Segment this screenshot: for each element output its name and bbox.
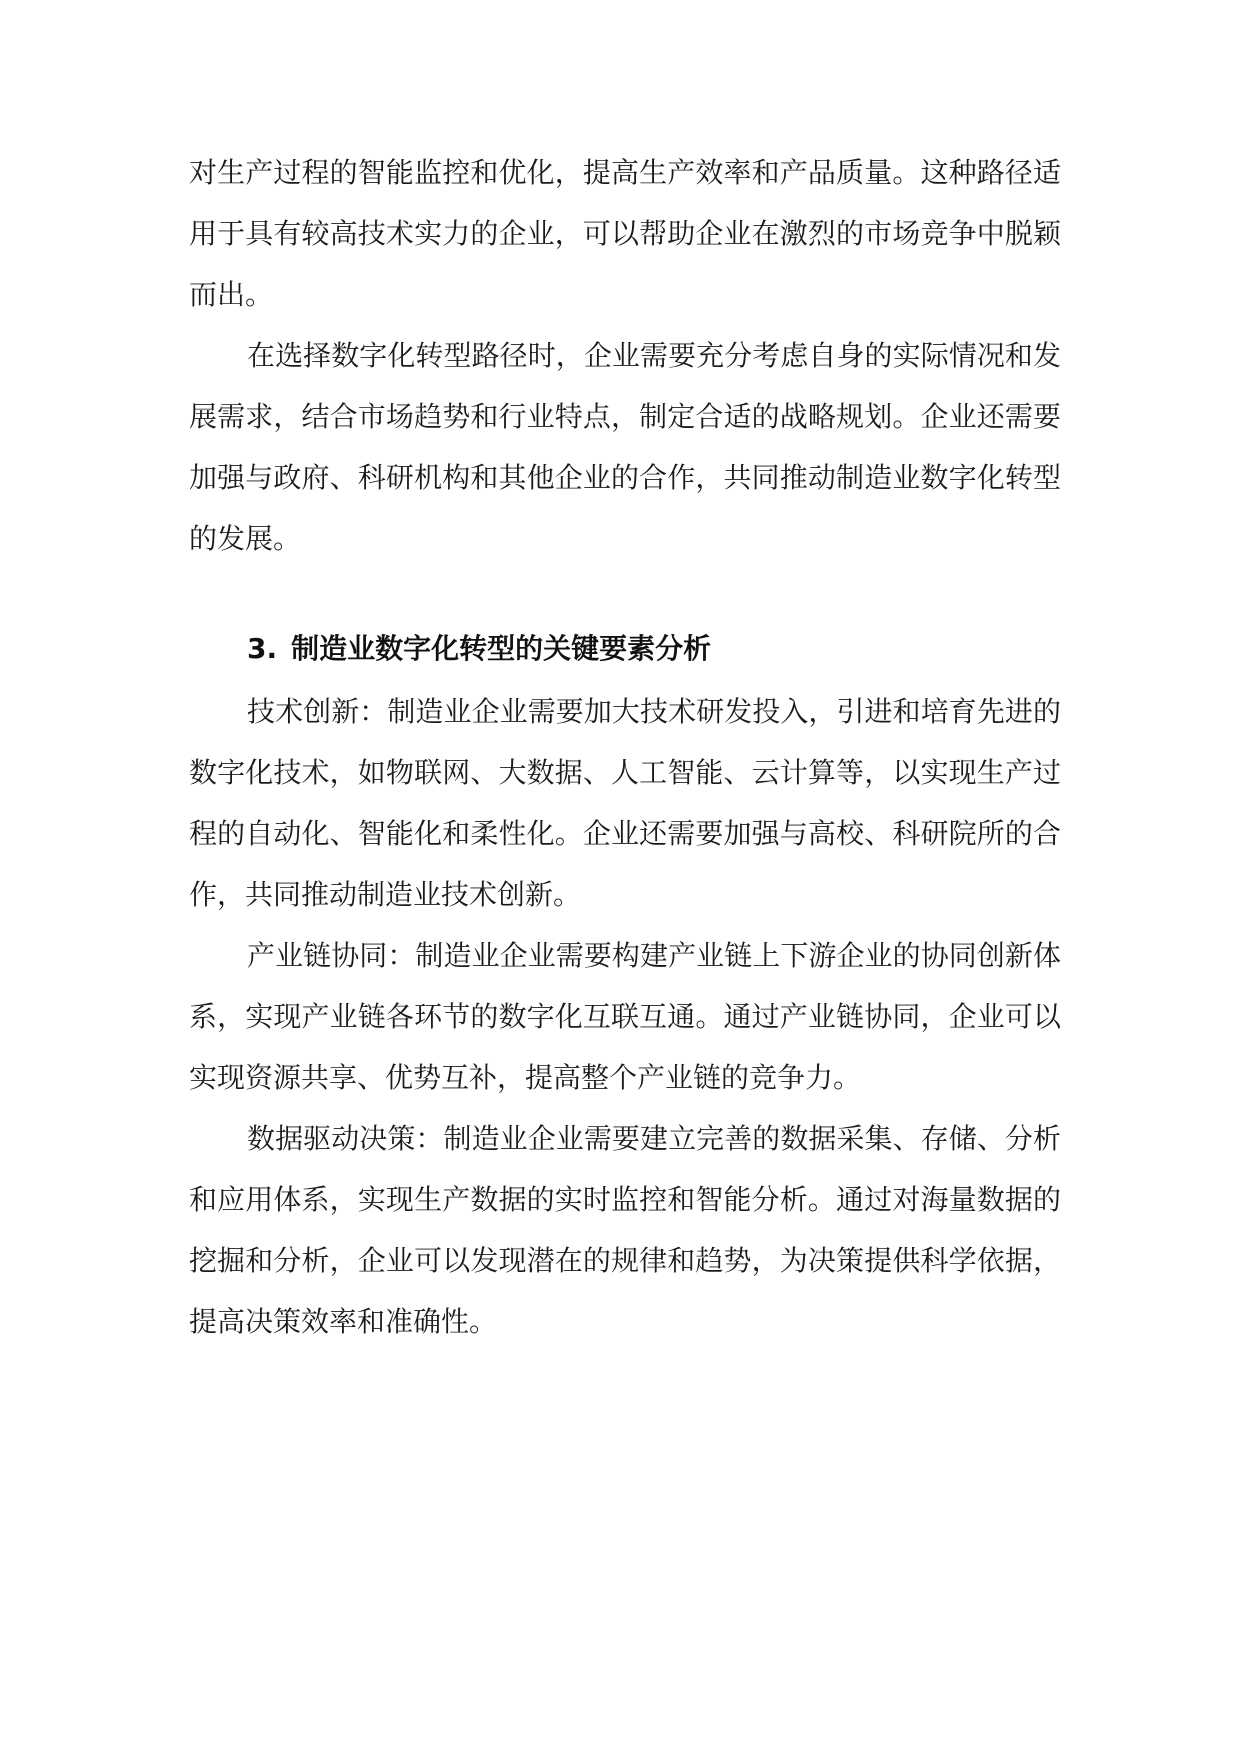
document-body — [189, 142, 1061, 1352]
paragraph-path-selection: 在选择数字化转型路径时，企业需要充分考虑自身的实际情况和发展需求，结合市场趋势和行业特点，制定合适的战略规划。企业还需要加强与政府、科研机构和其他企业的合作，共同推动制造业数字化转型的发展。 — [189, 339, 1061, 555]
section-heading — [189, 618, 1061, 679]
section-number: 3. — [247, 632, 278, 665]
section-title: 制造业数字化转型的关键要素分析 — [291, 632, 712, 665]
paragraph-data-driven: 数据驱动决策：制造业企业需要建立完善的数据采集、存储、分析和应用体系，实现生产数据的实时监控和智能分析。通过对海量数据的挖掘和分析，企业可以发现潜在的规律和趋势，为决策提供科学依据，提高决策效率和准确性。 — [189, 1122, 1061, 1338]
paragraph-industry-chain: 产业链协同：制造业企业需要构建产业链上下游企业的协同创新体系，实现产业链各环节的数字化互联互通。通过产业链协同，企业可以实现资源共享、优势互补，提高整个产业链的竞争力。 — [189, 939, 1061, 1094]
paragraph-continued: 对生产过程的智能监控和优化，提高生产效率和产品质量。这种路径适用于具有较高技术实力的企业，可以帮助企业在激烈的市场竞争中脱颖而出。 — [189, 156, 1061, 311]
paragraph-tech-innovation: 技术创新：制造业企业需要加大技术研发投入，引进和培育先进的数字化技术，如物联网、大数据、人工智能、云计算等，以实现生产过程的自动化、智能化和柔性化。企业还需要加强与高校、科研院所的合作，共同推动制造业技术创新。 — [189, 695, 1061, 911]
